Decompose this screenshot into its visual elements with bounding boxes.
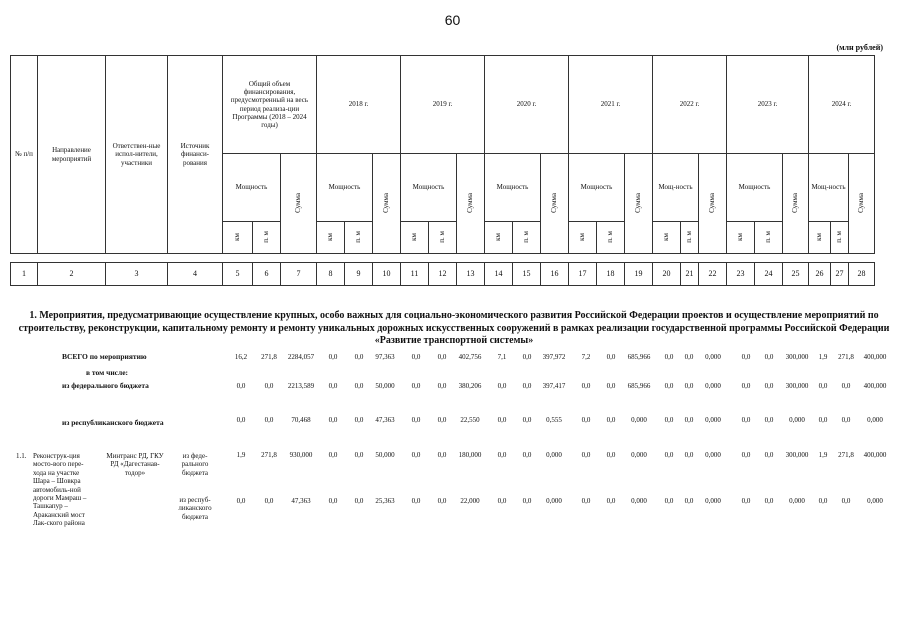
- header-unit-pm: п. м: [755, 222, 783, 254]
- value-federal: 400,000: [863, 382, 887, 390]
- item-value-republic: 0,0: [411, 497, 421, 505]
- value-republic: 0,000: [789, 416, 805, 424]
- item-value-republic: 0,0: [606, 497, 616, 505]
- value-republic: 0,000: [631, 416, 647, 424]
- value-total: 0,0: [684, 353, 694, 361]
- header-unit-pm: п. м: [429, 222, 457, 254]
- value-total: 2284,057: [287, 353, 315, 361]
- header-unit-km: км: [401, 222, 429, 254]
- item-value-federal: 0,0: [437, 451, 447, 459]
- column-number: 26: [809, 263, 831, 286]
- label-republic: из республиканского бюджета: [62, 418, 164, 427]
- header-col-direction: Направление мероприятий: [38, 56, 106, 254]
- item-value-republic: 0,0: [328, 497, 338, 505]
- header-sum: Сумма: [373, 154, 401, 254]
- item-value-republic: 0,0: [818, 497, 828, 505]
- value-republic: 0,0: [437, 416, 447, 424]
- item-value-federal: 400,000: [863, 451, 887, 459]
- column-number: 8: [317, 263, 345, 286]
- column-number: 4: [168, 263, 223, 286]
- value-republic: 0,0: [264, 416, 274, 424]
- value-total: 685,966: [627, 353, 651, 361]
- header-year-2020: 2020 г.: [485, 56, 569, 154]
- item-value-federal: 0,0: [606, 451, 616, 459]
- value-total: 7,1: [497, 353, 507, 361]
- item-value-federal: 0,000: [546, 451, 562, 459]
- item-direction: Реконструк-ция мосто-вого пере-хода на участке Шара – Шовкра автомобиль-ной дороги Мамраш – Ташкапур – Араканский мост Лак-ского района: [33, 452, 87, 528]
- value-total: 0,000: [705, 353, 721, 361]
- item-value-federal: 271,8: [838, 451, 854, 459]
- header-sum: Сумма: [783, 154, 809, 254]
- header-sum: Сумма: [457, 154, 485, 254]
- column-number: 3: [106, 263, 168, 286]
- header-unit-km: км: [569, 222, 597, 254]
- header-capacity: Мощ-ность: [809, 154, 849, 222]
- column-number: 11: [401, 263, 429, 286]
- value-federal: 0,0: [437, 382, 447, 390]
- header-capacity: Мощ-ность: [653, 154, 699, 222]
- item-value-federal: 300,000: [785, 451, 809, 459]
- column-number: 17: [569, 263, 597, 286]
- value-federal: 0,0: [764, 382, 774, 390]
- item-value-federal: 0,0: [581, 451, 591, 459]
- value-total: 300,000: [785, 353, 809, 361]
- item-responsible: Минтранс РД, ГКУ РД «Дагестанав-тодор»: [106, 452, 164, 477]
- column-number: 1: [11, 263, 38, 286]
- value-total: 1,9: [818, 353, 828, 361]
- column-number: 9: [345, 263, 373, 286]
- item-value-federal: 0,0: [328, 451, 338, 459]
- item-value-republic: 0,0: [581, 497, 591, 505]
- item-value-republic: 0,000: [546, 497, 562, 505]
- header-year-2018: 2018 г.: [317, 56, 401, 154]
- value-federal: 0,0: [841, 382, 851, 390]
- value-federal: 0,0: [818, 382, 828, 390]
- column-number: 23: [727, 263, 755, 286]
- value-republic: 0,0: [606, 416, 616, 424]
- value-total: 16,2: [234, 353, 248, 361]
- value-republic: 0,000: [867, 416, 883, 424]
- value-federal: 0,000: [705, 382, 721, 390]
- value-republic: 0,0: [522, 416, 532, 424]
- value-total: 0,0: [328, 353, 338, 361]
- label-federal: из федерального бюджета: [62, 381, 149, 390]
- column-number: 19: [625, 263, 653, 286]
- value-republic: 0,0: [354, 416, 364, 424]
- item-value-federal: 50,000: [375, 451, 395, 459]
- header-capacity: Мощность: [317, 154, 373, 222]
- header-unit-pm: п. м: [681, 222, 699, 254]
- item-value-republic: 0,0: [741, 497, 751, 505]
- item-value-republic: 0,0: [236, 497, 246, 505]
- header-year-2024: 2024 г.: [809, 56, 875, 154]
- item-value-federal: 930,000: [289, 451, 313, 459]
- value-total: 402,756: [458, 353, 482, 361]
- value-republic: 0,0: [497, 416, 507, 424]
- header-sum: Сумма: [281, 154, 317, 254]
- header-year-2023: 2023 г.: [727, 56, 809, 154]
- value-federal: 0,0: [684, 382, 694, 390]
- value-republic: 0,0: [684, 416, 694, 424]
- item-value-federal: 180,000: [458, 451, 482, 459]
- item-value-federal: 0,0: [741, 451, 751, 459]
- value-total: 0,0: [411, 353, 421, 361]
- item-value-republic: 0,000: [867, 497, 883, 505]
- item-value-republic: 0,0: [684, 497, 694, 505]
- header-unit-km: км: [727, 222, 755, 254]
- item-value-republic: 25,363: [375, 497, 395, 505]
- column-number: 16: [541, 263, 569, 286]
- header-unit-pm: п. м: [513, 222, 541, 254]
- value-federal: 397,417: [542, 382, 566, 390]
- header-unit-km: км: [317, 222, 345, 254]
- value-republic: 47,363: [375, 416, 395, 424]
- column-number: 18: [597, 263, 625, 286]
- value-total: 0,0: [664, 353, 674, 361]
- header-sum: Сумма: [849, 154, 875, 254]
- value-republic: 0,0: [236, 416, 246, 424]
- item-value-federal: 1,9: [236, 451, 246, 459]
- value-total: 0,0: [354, 353, 364, 361]
- header-sum: Сумма: [625, 154, 653, 254]
- label-including: в том числе:: [86, 368, 129, 377]
- value-republic: 0,0: [581, 416, 591, 424]
- item-value-republic: 0,0: [264, 497, 274, 505]
- value-total: 0,0: [437, 353, 447, 361]
- value-republic: 70,468: [291, 416, 311, 424]
- header-unit-pm: п. м: [597, 222, 625, 254]
- column-number: 13: [457, 263, 485, 286]
- column-number: 25: [783, 263, 809, 286]
- column-number: 20: [653, 263, 681, 286]
- column-number: 24: [755, 263, 783, 286]
- value-federal: 0,0: [328, 382, 338, 390]
- value-total: 97,363: [375, 353, 395, 361]
- item-value-federal: 0,0: [354, 451, 364, 459]
- value-federal: 0,0: [497, 382, 507, 390]
- header-capacity: Мощность: [485, 154, 541, 222]
- header-unit-km: км: [809, 222, 831, 254]
- item-source-federal: из феде-рального бюджета: [181, 452, 209, 477]
- column-number: 21: [681, 263, 699, 286]
- header-unit-km: км: [223, 222, 253, 254]
- value-republic: 0,0: [764, 416, 774, 424]
- unit-note: (млн рублей): [836, 43, 883, 52]
- value-total: 0,0: [522, 353, 532, 361]
- item-value-federal: 271,8: [261, 451, 277, 459]
- value-republic: 0,000: [705, 416, 721, 424]
- value-federal: 2213,589: [287, 382, 315, 390]
- header-col-total: Общий объем финансирования, предусмотренный на весь период реализа-ции Программы (2018 – 2024 годы): [223, 56, 317, 154]
- value-federal: 300,000: [785, 382, 809, 390]
- item-value-republic: 0,0: [437, 497, 447, 505]
- column-number: 12: [429, 263, 457, 286]
- item-value-federal: 0,000: [705, 451, 721, 459]
- item-value-republic: 0,0: [664, 497, 674, 505]
- header-capacity: Мощность: [223, 154, 281, 222]
- value-republic: 0,0: [818, 416, 828, 424]
- header-col-responsible: Ответствен-ные испол-нители, участники: [106, 56, 168, 254]
- header-unit-pm: п. м: [831, 222, 849, 254]
- page-number: 60: [444, 12, 461, 28]
- item-value-federal: 0,0: [411, 451, 421, 459]
- column-number: 22: [699, 263, 727, 286]
- header-unit-km: км: [485, 222, 513, 254]
- value-total: 0,0: [741, 353, 751, 361]
- header-sum: Сумма: [541, 154, 569, 254]
- header-year-2021: 2021 г.: [569, 56, 653, 154]
- value-federal: 685,966: [627, 382, 651, 390]
- header-year-2019: 2019 г.: [401, 56, 485, 154]
- value-total: 271,8: [261, 353, 277, 361]
- header-unit-pm: п. м: [253, 222, 281, 254]
- column-number: 14: [485, 263, 513, 286]
- section-title: 1. Мероприятия, предусматривающие осуществление крупных, особо важных для социально-экономического развития Российской Федерации проектов и осуществление мероприятий по строительству, реконструкции, капитальному ремонту и ремонту уникальных дорожных искусственных сооружений в рамках реализации государственной программы Российской Федерации «Развитие транспортной системы»: [18, 310, 890, 346]
- value-federal: 50,000: [375, 382, 395, 390]
- value-federal: 0,0: [264, 382, 274, 390]
- item-value-republic: 0,0: [841, 497, 851, 505]
- value-total: 400,000: [863, 353, 887, 361]
- column-number: 15: [513, 263, 541, 286]
- value-republic: 0,0: [741, 416, 751, 424]
- value-federal: 0,0: [606, 382, 616, 390]
- value-federal: 0,0: [411, 382, 421, 390]
- value-federal: 0,0: [354, 382, 364, 390]
- item-value-republic: 0,0: [764, 497, 774, 505]
- item-value-federal: 0,0: [522, 451, 532, 459]
- column-number: 2: [38, 263, 106, 286]
- value-total: 7,2: [581, 353, 591, 361]
- value-republic: 0,0: [328, 416, 338, 424]
- item-value-federal: 0,0: [664, 451, 674, 459]
- item-value-federal: 0,0: [497, 451, 507, 459]
- column-number: 6: [253, 263, 281, 286]
- value-republic: 0,0: [411, 416, 421, 424]
- value-federal: 0,0: [236, 382, 246, 390]
- item-value-federal: 1,9: [818, 451, 828, 459]
- value-federal: 380,206: [458, 382, 482, 390]
- item-value-federal: 0,000: [631, 451, 647, 459]
- value-republic: 0,0: [841, 416, 851, 424]
- value-republic: 0,555: [546, 416, 562, 424]
- item-value-republic: 22,000: [460, 497, 480, 505]
- item-value-republic: 47,363: [291, 497, 311, 505]
- column-number: 5: [223, 263, 253, 286]
- value-total: 0,0: [764, 353, 774, 361]
- header-sum: Сумма: [699, 154, 727, 254]
- header-col-source: Источник финанси-рования: [168, 56, 223, 254]
- header-unit-km: км: [653, 222, 681, 254]
- column-number: 28: [849, 263, 875, 286]
- item-value-federal: 0,0: [684, 451, 694, 459]
- header-table: [10, 55, 875, 286]
- header-col-number: № п/п: [11, 56, 38, 254]
- value-federal: 0,0: [741, 382, 751, 390]
- value-federal: 0,0: [581, 382, 591, 390]
- item-value-republic: 0,000: [789, 497, 805, 505]
- column-number: 27: [831, 263, 849, 286]
- value-total: 0,0: [606, 353, 616, 361]
- item-value-republic: 0,0: [354, 497, 364, 505]
- value-federal: 0,0: [664, 382, 674, 390]
- value-total: 397,972: [542, 353, 566, 361]
- value-federal: 0,0: [522, 382, 532, 390]
- item-source-republic: из респуб-ликанского бюджета: [178, 496, 212, 521]
- item-number: 1.1.: [16, 452, 27, 460]
- value-republic: 0,0: [664, 416, 674, 424]
- header-year-2022: 2022 г.: [653, 56, 727, 154]
- item-value-federal: 0,0: [764, 451, 774, 459]
- header-capacity: Мощность: [569, 154, 625, 222]
- column-number: 7: [281, 263, 317, 286]
- item-value-republic: 0,000: [705, 497, 721, 505]
- item-value-republic: 0,0: [497, 497, 507, 505]
- label-total: ВСЕГО по мероприятию: [62, 352, 147, 361]
- header-capacity: Мощность: [727, 154, 783, 222]
- column-number: 10: [373, 263, 401, 286]
- item-value-republic: 0,0: [522, 497, 532, 505]
- value-republic: 22,550: [460, 416, 480, 424]
- header-unit-pm: п. м: [345, 222, 373, 254]
- header-capacity: Мощность: [401, 154, 457, 222]
- item-value-republic: 0,000: [631, 497, 647, 505]
- value-total: 271,8: [838, 353, 854, 361]
